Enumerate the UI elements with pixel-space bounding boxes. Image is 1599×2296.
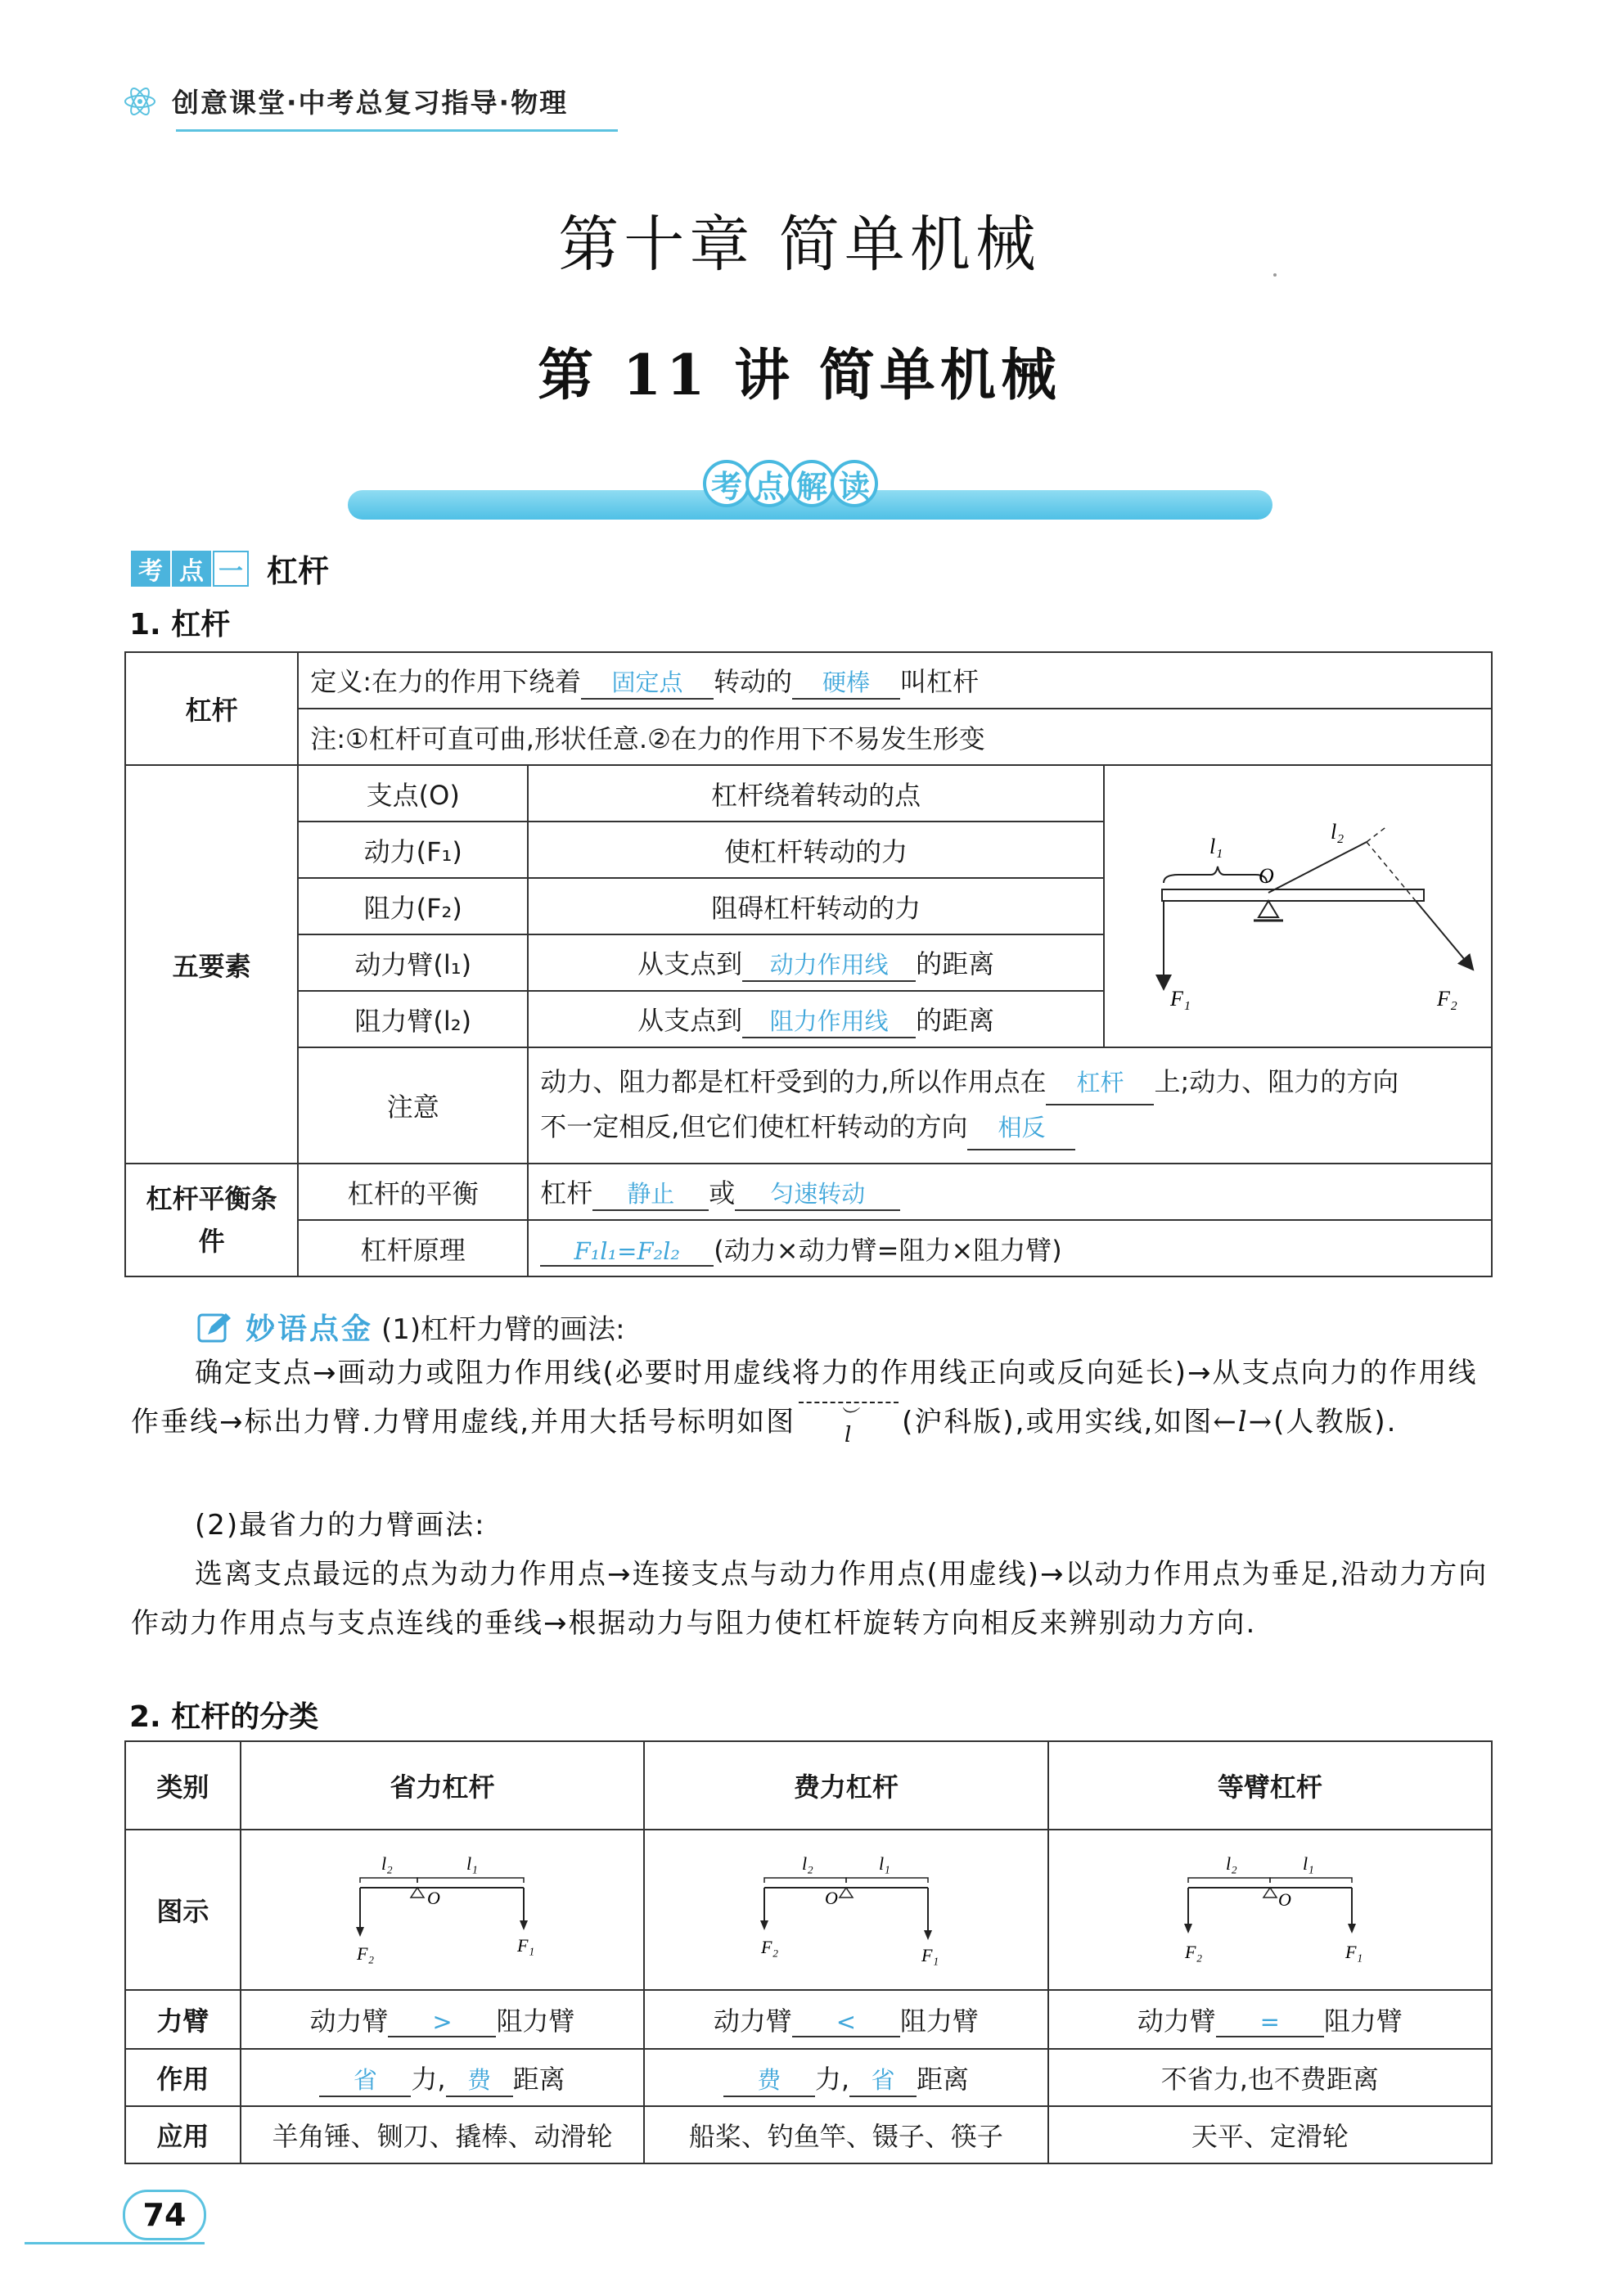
- diagram-label: F₂: [760, 1937, 779, 1957]
- balance-desc: 杠杆 静止 或 匀速转动: [528, 1164, 1492, 1220]
- tip-subheading: (2)最省力的力臂画法:: [195, 1509, 486, 1542]
- arm-compare: 动力臂 > 阻力臂: [241, 1990, 644, 2049]
- tip-subheading: (1)杠杆力臂的画法:: [381, 1313, 625, 1346]
- diagram-label: F₁: [921, 1945, 939, 1965]
- banner-char: 考: [703, 460, 750, 507]
- lever-diagram: [1105, 768, 1491, 1038]
- element-desc: 杠杆绕着转动的点: [528, 765, 1104, 822]
- lever-diagram-cell: [1104, 765, 1492, 1047]
- force-saving-lever-diagram: [344, 1845, 540, 1968]
- element-name: 动力臂(l₁): [298, 934, 528, 991]
- application-cell: 船桨、钓鱼竿、镊子、筷子: [644, 2106, 1047, 2163]
- diagram-label: F₂: [1436, 986, 1457, 1011]
- lecture-title: 第 11 讲 简单机械: [538, 343, 1061, 408]
- answer-blank: 阻力作用线: [742, 1003, 916, 1038]
- diagram-label: l₁: [466, 1853, 479, 1874]
- diagram-label: l₂: [1225, 1853, 1237, 1874]
- element-desc: 使杠杆转动的力: [528, 822, 1104, 878]
- answer-blank: 动力作用线: [742, 947, 916, 982]
- effect-cell: 省 力, 费 距离: [241, 2049, 644, 2106]
- element-name: 注意: [298, 1047, 528, 1164]
- application-cell: 羊角锤、铡刀、撬棒、动滑轮: [241, 2106, 644, 2163]
- diagram-label: F₁: [517, 1935, 535, 1956]
- kaodian-number: 一: [213, 551, 249, 587]
- series-title: 创意课堂·中考总复习指导·物理: [172, 87, 569, 119]
- element-name: 支点(O): [298, 765, 528, 822]
- arrow-symbol: ←l→: [1213, 1406, 1274, 1438]
- diagram-label: O: [1258, 863, 1274, 888]
- element-desc: 从支点到 动力作用线 的距离: [528, 934, 1104, 991]
- balance-name: 杠杆的平衡: [298, 1164, 528, 1220]
- balance-desc: F₁l₁=F₂l₂ (动力×动力臂=阻力×阻力臂): [528, 1220, 1492, 1276]
- pencil-icon: [196, 1310, 234, 1344]
- banner-title: [708, 460, 878, 507]
- answer-blank: 费: [723, 2062, 815, 2097]
- diagram-label: F₂: [357, 1943, 375, 1964]
- diagram-cell: [241, 1830, 644, 1990]
- banner-char: 点: [745, 460, 793, 507]
- diagram-label: l₂: [801, 1853, 813, 1874]
- tip-paragraph: 确定支点→画动力或阻力作用线(必要时用虚线将力的作用线正向或反向延长)→从支点向力的作用线作垂线→标出力臂.力臂用虚线,并用大括号标明如图 ︶ l (沪科版),或用实线,如图←l→(人教版).: [131, 1357, 1478, 1447]
- answer-blank: F₁l₁=F₂l₂: [540, 1237, 714, 1267]
- lever-note: 注:①杠杆可直可曲,形状任意.②在力的作用下不易发生形变: [298, 709, 1492, 765]
- page-number: 74: [123, 2190, 206, 2240]
- brace-symbol: ︶ l: [795, 1402, 902, 1446]
- effect-cell: 不省力,也不费距离: [1048, 2049, 1492, 2106]
- diagram-label: O: [427, 1888, 441, 1908]
- footer-line: [25, 2242, 205, 2244]
- lever-table: [124, 651, 1493, 1277]
- kaodian-tag: 考: [131, 551, 170, 587]
- kaodian-tag: 点: [172, 551, 211, 587]
- section-heading: 2. 杠杆的分类: [129, 1700, 319, 1734]
- kaodian-title: 杠杆: [267, 553, 330, 589]
- element-desc: 从支点到 阻力作用线 的距离: [528, 991, 1104, 1047]
- row-label: 作用: [125, 2049, 241, 2106]
- row-label: 五要素: [125, 765, 298, 1164]
- diagram-label: l₁: [1302, 1853, 1314, 1874]
- balance-name: 杠杆原理: [298, 1220, 528, 1276]
- attention-text: 动力、阻力都是杠杆受到的力,所以作用点在 杠杆 上;动力、阻力的方向 不一定相反,但它们使杠杆转动的方向 相反: [528, 1047, 1492, 1164]
- kaodian-heading: [131, 546, 329, 591]
- table-header: 等臂杠杆: [1048, 1741, 1492, 1830]
- element-name: 阻力(F₂): [298, 878, 528, 934]
- answer-blank: <: [792, 2008, 900, 2037]
- answer-blank: 省: [319, 2062, 411, 2097]
- diagram-cell: [644, 1830, 1047, 1990]
- answer-blank: 静止: [592, 1176, 709, 1211]
- lever-definition: 定义:在力的作用下绕着 固定点 转动的 硬棒 叫杠杆: [298, 652, 1492, 709]
- atom-icon: [123, 84, 157, 119]
- diagram-label: l₁: [878, 1853, 890, 1874]
- section-heading: 1. 杠杆: [129, 608, 231, 642]
- answer-blank: 匀速转动: [735, 1176, 900, 1211]
- distance-saving-lever-diagram: [748, 1845, 944, 1968]
- answer-blank: >: [388, 2008, 496, 2037]
- diagram-label: l₂: [381, 1853, 394, 1874]
- row-label: 力臂: [125, 1990, 241, 2049]
- table-header: 省力杠杆: [241, 1741, 644, 1830]
- diagram-label: O: [824, 1888, 838, 1908]
- tip-title: 妙语点金: [245, 1312, 374, 1346]
- answer-blank: 杠杆: [1046, 1061, 1154, 1105]
- diagram-label: l₁: [1209, 834, 1223, 858]
- page-header: [123, 82, 568, 120]
- diagram-cell: [1048, 1830, 1492, 1990]
- answer-blank: 相反: [967, 1106, 1075, 1150]
- row-label: 杠杆: [125, 652, 298, 765]
- answer-blank: 费: [446, 2062, 513, 2097]
- application-cell: 天平、定滑轮: [1048, 2106, 1492, 2163]
- diagram-label: O: [1277, 1889, 1291, 1910]
- header-underline: [176, 129, 618, 132]
- answer-blank: 硬棒: [792, 664, 900, 700]
- row-label: 杠杆平衡条件: [125, 1164, 298, 1276]
- answer-blank: =: [1216, 2008, 1324, 2037]
- diagram-label: l₂: [1330, 819, 1345, 844]
- answer-blank: 固定点: [581, 664, 714, 700]
- tip-heading: [196, 1306, 625, 1348]
- lever-classification-table: [124, 1740, 1493, 2164]
- banner-char: 解: [788, 460, 836, 507]
- chapter-title: 第十章 简单机械: [558, 209, 1041, 280]
- diagram-label: F₂: [1184, 1942, 1202, 1962]
- arm-compare: 动力臂 < 阻力臂: [644, 1990, 1047, 2049]
- element-desc: 阻碍杠杆转动的力: [528, 878, 1104, 934]
- arm-compare: 动力臂 = 阻力臂: [1048, 1990, 1492, 2049]
- effect-cell: 费 力, 省 距离: [644, 2049, 1047, 2106]
- tip-paragraph: 选离支点最远的点为动力作用点→连接支点与动力作用点(用虚线)→以动力作用点为垂足,沿动力方向作动力作用点与支点连线的垂线→根据动力与阻力使杠杆旋转方向相反来辨别动力方向.: [131, 1558, 1489, 1640]
- row-label: 应用: [125, 2106, 241, 2163]
- answer-blank: 省: [849, 2062, 917, 2097]
- table-header: 费力杠杆: [644, 1741, 1047, 1830]
- equal-arm-lever-diagram: [1172, 1845, 1368, 1968]
- element-name: 动力(F₁): [298, 822, 528, 878]
- row-label: 图示: [125, 1830, 241, 1990]
- table-header: 类别: [125, 1741, 241, 1830]
- diagram-label: F₁: [1345, 1942, 1363, 1962]
- banner-char: 读: [831, 460, 878, 507]
- diagram-label: F₁: [1169, 986, 1191, 1011]
- element-name: 阻力臂(l₂): [298, 991, 528, 1047]
